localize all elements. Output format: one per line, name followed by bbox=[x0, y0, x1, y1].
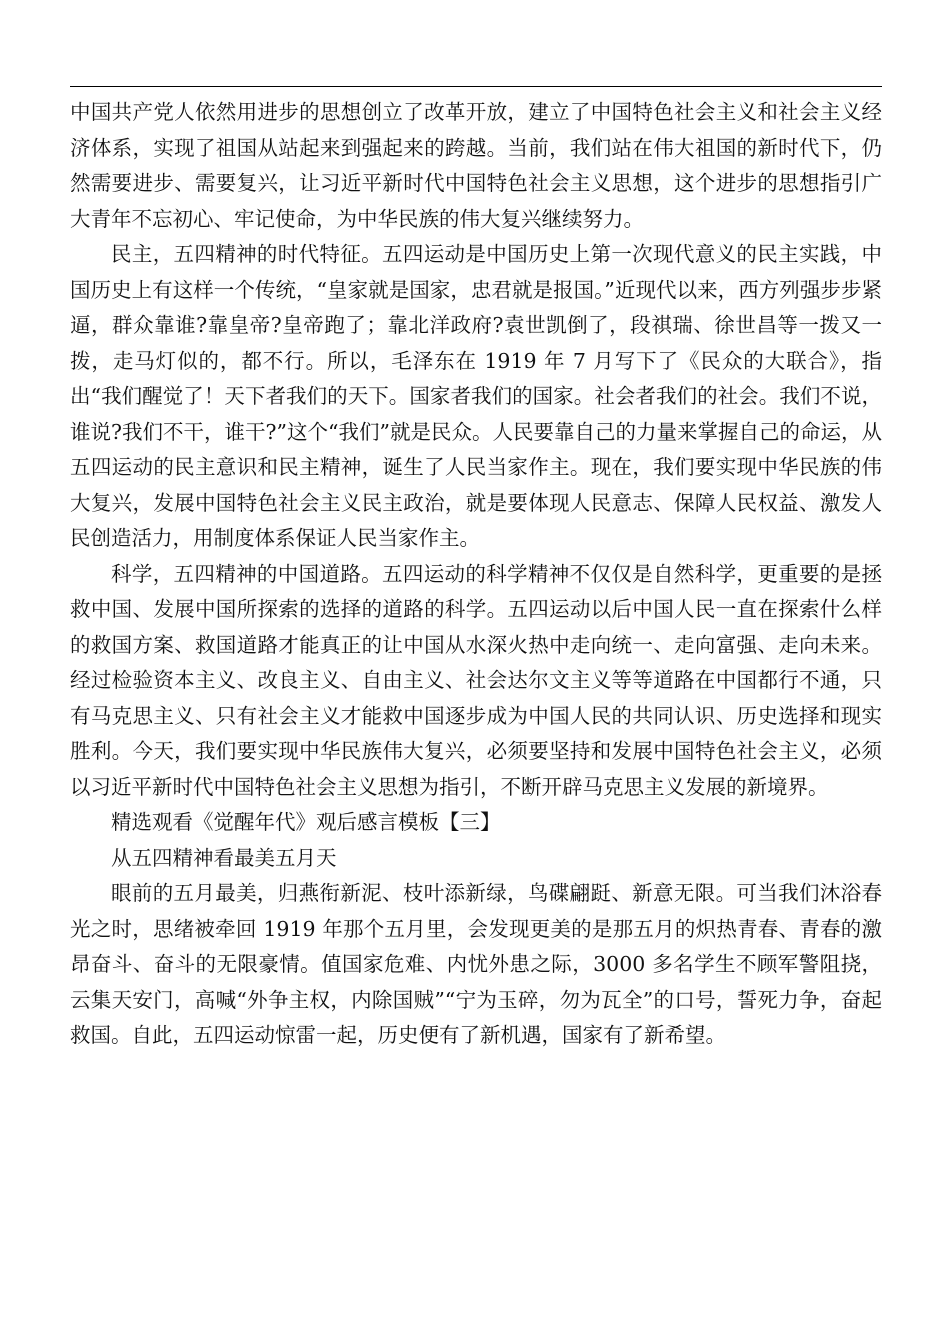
paragraph-science: 科学，五四精神的中国道路。五四运动的科学精神不仅仅是自然科学，更重要的是拯救中国、发展中国所探索的选择的道路的科学。五四运动以后中国人民一直在探索什么样的救国方案、救国道路才能真正的让中国从水深火热中走向统一、走向富强、走向未来。经过检验资本主义、改良主义、自由主义、社会达尔文主义等等道路在中国都行不通，只有马克思主义、只有社会主义才能救中国逐步成为中国人民的共同认识、历史选择和现实胜利。今天，我们要实现中华民族伟大复兴，必须要坚持和发展中国特色社会主义，必须以习近平新时代中国特色社会主义思想为指引，不断开辟马克思主义发展的新境界。 bbox=[70, 561, 882, 799]
header-rule bbox=[70, 86, 882, 87]
paragraph-democracy: 民主，五四精神的时代特征。五四运动是中国历史上第一次现代意义的民主实践，中国历史上有这样一个传统，“皇家就是国家，忠君就是报国。”近现代以来，西方列强步步紧逼，群众靠谁?靠皇帝?皇帝跑了；靠北洋政府?袁世凯倒了，段祺瑞、徐世昌等一拨又一拨，走马灯似的，都不行。所以，毛泽东在 1919 年 7 月写下了《民众的大联合》，指出“我们醒觉了！天下者我们的天下。国家者我们的国家。社会者我们的社会。我们不说，谁说?我们不干，谁干?”这个“我们”就是民众。人民要靠自己的力量来掌握自己的命运，从五四运动的民主意识和民主精神，诞生了人民当家作主。现在，我们要实现中华民族的伟大复兴，发展中国特色社会主义民主政治，就是要体现人民意志、保障人民权益、激发人民创造活力，用制度体系保证人民当家作主。 bbox=[70, 242, 882, 550]
paragraph-may-day: 眼前的五月最美，归燕衔新泥、枝叶添新绿，鸟碟翩跹、新意无限。可当我们沐浴春光之时，思绪被牵回 1919 年那个五月里，会发现更美的是那五月的炽热青春、青春的激昂奋斗、奋斗的无限豪情。值国家危难、内忧外患之际，3000 多名学生不顾军警阻挠，云集天安门，高喊“外争主权，内除国贼”“宁为玉碎，勿为瓦全”的口号，誓死力争，奋起救国。自此，五四运动惊雷一起，历史便有了新机遇，国家有了新希望。 bbox=[70, 881, 882, 1047]
section-subtitle: 从五四精神看最美五月天 bbox=[111, 845, 337, 870]
paragraph-progress-thought: 中国共产党人依然用进步的思想创立了改革开放，建立了中国特色社会主义和社会主义经济体系，实现了祖国从站起来到强起来的跨越。当前，我们站在伟大祖国的新时代下，仍然需要进步、需要复兴，让习近平新时代中国特色社会主义思想，这个进步的思想指引广大青年不忘初心、牢记使命，为中华民族的伟大复兴继续努力。 bbox=[70, 100, 882, 231]
section-heading-three: 精选观看《觉醒年代》观后感言模板【三】 bbox=[111, 810, 501, 834]
document-page bbox=[70, 86, 882, 1054]
